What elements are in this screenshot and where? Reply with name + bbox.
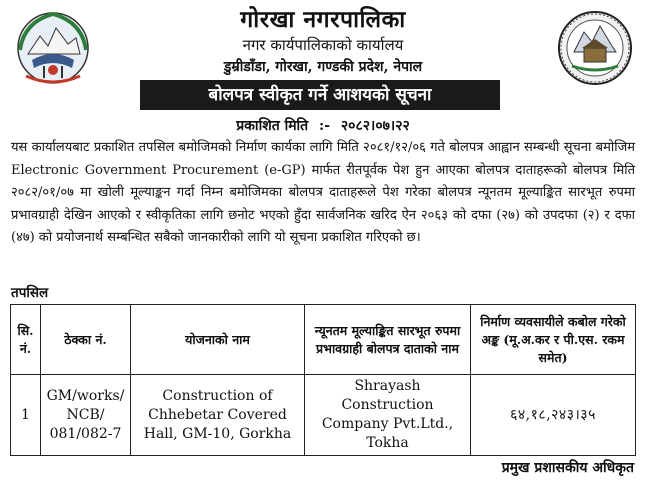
cell-project: Construction of Chhebetar Covered Hall, GM-10, Gorkha: [131, 375, 305, 456]
bid-table: [10, 304, 636, 456]
municipality-title: गोरखा नगरपालिका: [240, 6, 406, 33]
office-name: नगर कार्यपालिकाको कार्यालय: [242, 36, 404, 54]
cell-contract-no: GM/works/ NCB/ 081/082-7: [41, 375, 131, 456]
col-header-contract-no: ठेक्का नं.: [41, 305, 131, 375]
published-date-line: [0, 116, 646, 135]
section-label: तपसिल: [11, 285, 49, 301]
col-header-bidder: न्यूनतम मूल्याङ्कित सारभूत रुपमा प्रभावग्राही बोलपत्र दाताको नाम: [305, 305, 471, 375]
notice-banner: बोलपत्र स्वीकृत गर्ने आशयको सूचना: [140, 80, 500, 110]
nepal-emblem-icon: [14, 8, 92, 90]
published-separator: :-: [319, 118, 331, 134]
table-row: [11, 375, 636, 456]
office-address: डुम्रीडाँडा, गोरखा, गण्डकी प्रदेश, नेपाल: [223, 59, 423, 75]
cell-bidder: Shrayash Construction Company Pvt.Ltd., Tokha: [305, 375, 471, 456]
col-header-amount: निर्माण व्यवसायीले कबोल गरेको अङ्क (मू.अ.कर र पी.एस. रकम समेत): [471, 305, 636, 375]
published-label: प्रकाशित मिति: [236, 118, 309, 134]
notice-body: यस कार्यालयबाट प्रकाशित तपसिल बमोजिमको निर्माण कार्यका लागि मिति २०८१/१२/०६ गते बोलपत्र आह्वान सम्बन्धी सूचना बमोजिम Electronic Government Procurement (e-GP) मार्फत रीतपूर्वक पेश हुन आएका बोलपत्र दाताहरूको बोलपत्र मिति २०८२/०१/०७ मा खोली मूल्याङ्कन गर्दा निम्न बमोजिमका बोलपत्र दाताहरूले पेश गरेका बोलपत्र न्यूनतम मूल्याङ्कित सारभूत रुपमा प्रभावग्राही देखिन आएको र स्वीकृतिका लागि छनोट भएको हुँदा सार्वजनिक खरिद ऐन २०६३ को दफा (२७) को उपदफा (२) र दफा (४७) को प्रयोजनार्थ सम्बन्धित सबैको जानकारीको लागि यो सूचना प्रकाशित गरिएको छ।: [11, 140, 635, 245]
published-date: २०८२।०७।२२: [340, 118, 410, 134]
col-header-project: योजनाको नाम: [131, 305, 305, 375]
municipality-seal-icon: [556, 8, 634, 90]
table-header-row: [11, 305, 636, 375]
cell-sn: 1: [11, 375, 41, 456]
col-header-sn: सि. नं.: [11, 305, 41, 375]
cell-amount: ६४,१८,२४३।३५: [471, 375, 636, 456]
signatory-title: प्रमुख प्रशासकीय अधिकृत: [501, 460, 634, 476]
